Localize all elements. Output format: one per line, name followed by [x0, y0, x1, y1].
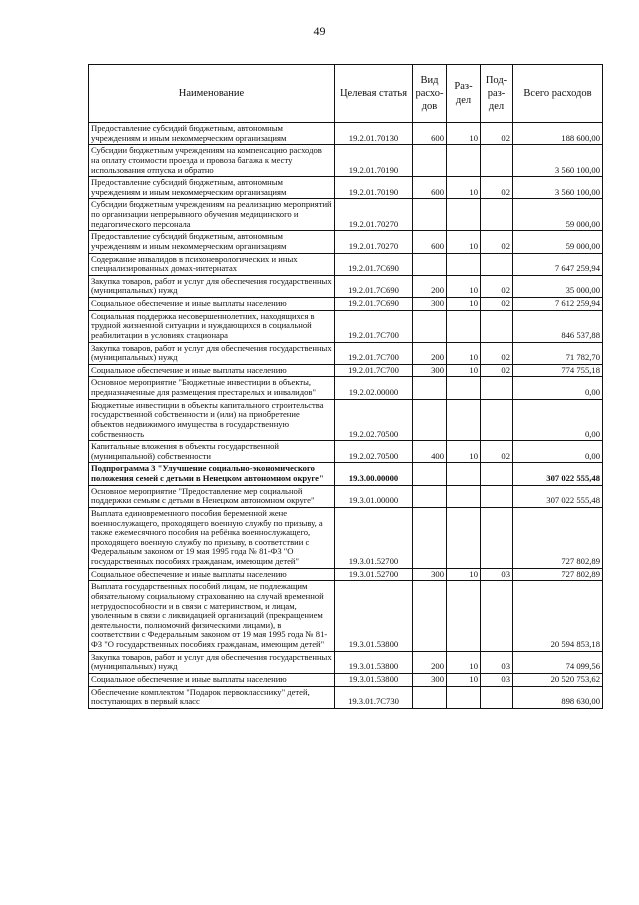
cell-code: 19.3.01.53800 [335, 673, 413, 686]
header-name: Наименование [89, 65, 335, 123]
cell-section [447, 507, 481, 568]
cell-kind: 600 [413, 177, 447, 199]
cell-kind [413, 686, 447, 708]
table-row [89, 177, 603, 199]
cell-section [447, 686, 481, 708]
table-row [89, 485, 603, 507]
cell-name: Социальное обеспечение и иные выплаты населению [89, 673, 335, 686]
table-row [89, 199, 603, 231]
cell-code: 19.2.01.70130 [335, 123, 413, 145]
header-section: Раз-дел [447, 65, 481, 123]
cell-name: Предоставление субсидий бюджетным, автономным учреждениям и иным некоммерческим организациям [89, 177, 335, 199]
cell-subsection: 02 [481, 298, 513, 311]
cell-subsection: 02 [481, 364, 513, 377]
cell-name: Предоставление субсидий бюджетным, автономным учреждениям и иным некоммерческим организациям [89, 231, 335, 253]
cell-section [447, 463, 481, 485]
cell-code: 19.2.01.7С700 [335, 342, 413, 364]
table-row [89, 231, 603, 253]
table-row [89, 377, 603, 399]
cell-section: 10 [447, 364, 481, 377]
cell-section: 10 [447, 673, 481, 686]
cell-total: 7 612 259,94 [513, 298, 603, 311]
header-row [89, 65, 603, 123]
cell-name: Основное мероприятие "Предоставление мер социальной поддержки семьям с детьми в Ненецком автономном округе" [89, 485, 335, 507]
cell-kind: 400 [413, 441, 447, 463]
cell-total: 0,00 [513, 399, 603, 441]
cell-code: 19.2.01.70190 [335, 145, 413, 177]
cell-total: 774 755,18 [513, 364, 603, 377]
table-row [89, 399, 603, 441]
header-code: Целевая статья [335, 65, 413, 123]
cell-total: 71 782,70 [513, 342, 603, 364]
cell-kind: 200 [413, 651, 447, 673]
cell-section: 10 [447, 177, 481, 199]
cell-code: 19.2.01.7С700 [335, 310, 413, 342]
cell-subsection [481, 463, 513, 485]
table-row [89, 253, 603, 275]
cell-total: 727 802,89 [513, 507, 603, 568]
cell-subsection [481, 581, 513, 651]
cell-name: Содержание инвалидов в психоневрологических и иных специализированных домах-интернатах [89, 253, 335, 275]
cell-kind: 300 [413, 364, 447, 377]
cell-kind [413, 253, 447, 275]
cell-subsection: 02 [481, 441, 513, 463]
cell-total: 3 560 100,00 [513, 145, 603, 177]
table-row [89, 441, 603, 463]
cell-subsection: 02 [481, 177, 513, 199]
cell-name: Выплата единовременного пособия беременной жене военнослужащего, проходящего военную службу по призыву, а также ежемесячного пособия на ребёнка военнослужащего, проходящего военную службу по призыву, в соответствии с Федеральным законом от 19 мая 1995 года № 81-ФЗ "О государственных пособиях гражданам, имеющим детей" [89, 507, 335, 568]
cell-code: 19.3.01.52700 [335, 568, 413, 581]
cell-kind: 200 [413, 342, 447, 364]
cell-name: Социальное обеспечение и иные выплаты населению [89, 568, 335, 581]
cell-subsection: 03 [481, 651, 513, 673]
cell-section [447, 253, 481, 275]
cell-section: 10 [447, 231, 481, 253]
cell-total: 20 594 853,18 [513, 581, 603, 651]
cell-section [447, 581, 481, 651]
cell-name: Бюджетные инвестиции в объекты капитального строительства государственной собственности и (или) на приобретение объектов недвижимого имущества в государственную собственность [89, 399, 335, 441]
cell-section [447, 199, 481, 231]
cell-kind [413, 463, 447, 485]
header-kind: Вид расхо-дов [413, 65, 447, 123]
cell-section [447, 485, 481, 507]
cell-code: 19.2.02.70500 [335, 441, 413, 463]
table-row [89, 651, 603, 673]
cell-total: 20 520 753,62 [513, 673, 603, 686]
cell-code: 19.3.01.7С730 [335, 686, 413, 708]
table-row [89, 342, 603, 364]
cell-kind: 300 [413, 673, 447, 686]
header-total: Всего расходов [513, 65, 603, 123]
cell-name: Социальное обеспечение и иные выплаты населению [89, 298, 335, 311]
cell-total: 59 000,00 [513, 199, 603, 231]
cell-total: 188 600,00 [513, 123, 603, 145]
cell-section: 10 [447, 298, 481, 311]
cell-name: Подпрограмма 3 "Улучшение социально-экономического положения семей с детьми в Ненецком автономном округе" [89, 463, 335, 485]
table-row [89, 145, 603, 177]
cell-kind [413, 485, 447, 507]
cell-kind [413, 581, 447, 651]
cell-subsection [481, 310, 513, 342]
cell-name: Субсидии бюджетным учреждениям на реализацию мероприятий по организации непрерывного обучения медицинского и педагогического персонала [89, 199, 335, 231]
cell-total: 59 000,00 [513, 231, 603, 253]
cell-code: 19.2.01.70270 [335, 231, 413, 253]
cell-kind [413, 507, 447, 568]
cell-code: 19.3.01.00000 [335, 485, 413, 507]
cell-code: 19.2.01.70190 [335, 177, 413, 199]
cell-code: 19.3.01.53800 [335, 581, 413, 651]
cell-total: 727 802,89 [513, 568, 603, 581]
cell-name: Закупка товаров, работ и услуг для обеспечения государственных (муниципальных) нужд [89, 275, 335, 297]
cell-kind [413, 399, 447, 441]
table-row [89, 275, 603, 297]
cell-total: 0,00 [513, 441, 603, 463]
cell-section: 10 [447, 568, 481, 581]
cell-name: Социальное обеспечение и иные выплаты населению [89, 364, 335, 377]
cell-name: Социальная поддержка несовершеннолетних, находящихся в трудной жизненной ситуации и нуждающихся в социальной реабилитации в условиях стационара [89, 310, 335, 342]
cell-subsection [481, 253, 513, 275]
cell-section: 10 [447, 275, 481, 297]
table-row [89, 298, 603, 311]
cell-kind: 600 [413, 231, 447, 253]
cell-subsection: 02 [481, 231, 513, 253]
table-row [89, 123, 603, 145]
cell-name: Основное мероприятие "Бюджетные инвестиции в объекты, предназначенные для размещения престарелых и инвалидов" [89, 377, 335, 399]
cell-subsection [481, 485, 513, 507]
cell-subsection [481, 507, 513, 568]
cell-section [447, 377, 481, 399]
table-row [89, 310, 603, 342]
cell-code: 19.3.01.53800 [335, 651, 413, 673]
cell-subsection: 02 [481, 123, 513, 145]
cell-subsection [481, 199, 513, 231]
cell-code: 19.2.01.7С690 [335, 253, 413, 275]
table-row [89, 673, 603, 686]
cell-code: 19.2.02.00000 [335, 377, 413, 399]
cell-kind: 300 [413, 298, 447, 311]
header-subsection: Под-раз-дел [481, 65, 513, 123]
cell-kind [413, 377, 447, 399]
cell-code: 19.3.01.52700 [335, 507, 413, 568]
table-row [89, 581, 603, 651]
cell-subsection [481, 377, 513, 399]
cell-section: 10 [447, 342, 481, 364]
cell-code: 19.2.01.70270 [335, 199, 413, 231]
page-number: 49 [313, 24, 326, 38]
cell-subsection: 02 [481, 275, 513, 297]
cell-kind: 300 [413, 568, 447, 581]
cell-section [447, 399, 481, 441]
cell-section [447, 310, 481, 342]
cell-total: 846 537,88 [513, 310, 603, 342]
table-row [89, 507, 603, 568]
cell-total: 35 000,00 [513, 275, 603, 297]
table-row [89, 364, 603, 377]
cell-total: 307 022 555,48 [513, 463, 603, 485]
cell-name: Обеспечение комплектом "Подарок первокласснику" детей, поступающих в первый класс [89, 686, 335, 708]
cell-code: 19.2.01.7С690 [335, 298, 413, 311]
cell-name: Закупка товаров, работ и услуг для обеспечения государственных (муниципальных) нужд [89, 651, 335, 673]
table-row [89, 463, 603, 485]
budget-table [88, 64, 603, 709]
cell-total: 7 647 259,94 [513, 253, 603, 275]
cell-code: 19.2.01.7С700 [335, 364, 413, 377]
cell-subsection [481, 145, 513, 177]
cell-subsection: 03 [481, 568, 513, 581]
cell-total: 307 022 555,48 [513, 485, 603, 507]
cell-code: 19.3.00.00000 [335, 463, 413, 485]
cell-name: Выплата государственных пособий лицам, не подлежащим обязательному социальному страхованию на случай временной нетрудоспособности и в связи с материнством, и лицам, уволенным в связи с ликвидацией организаций (прекращением деятельности, полномочий физическими лицами), в соответствии с Федеральным законом от 19 мая 1995 года № 81-ФЗ "О государственных пособиях гражданам, имеющим детей" [89, 581, 335, 651]
cell-total: 74 099,56 [513, 651, 603, 673]
table-row [89, 568, 603, 581]
cell-kind [413, 145, 447, 177]
cell-kind: 600 [413, 123, 447, 145]
table-row [89, 686, 603, 708]
cell-section: 10 [447, 123, 481, 145]
cell-subsection: 03 [481, 673, 513, 686]
cell-subsection: 02 [481, 342, 513, 364]
cell-subsection [481, 399, 513, 441]
cell-code: 19.2.01.7С690 [335, 275, 413, 297]
cell-code: 19.2.02.70500 [335, 399, 413, 441]
cell-section: 10 [447, 441, 481, 463]
cell-name: Предоставление субсидий бюджетным, автономным учреждениям и иным некоммерческим организациям [89, 123, 335, 145]
cell-total: 3 560 100,00 [513, 177, 603, 199]
cell-section: 10 [447, 651, 481, 673]
cell-total: 898 630,00 [513, 686, 603, 708]
cell-kind [413, 310, 447, 342]
cell-subsection [481, 686, 513, 708]
cell-section [447, 145, 481, 177]
cell-name: Капитальные вложения в объекты государственной (муниципальной) собственности [89, 441, 335, 463]
cell-kind: 200 [413, 275, 447, 297]
cell-name: Субсидии бюджетным учреждениям на компенсацию расходов на оплату стоимости проезда и провоза багажа к месту использования отпуска и обратно [89, 145, 335, 177]
cell-kind [413, 199, 447, 231]
cell-name: Закупка товаров, работ и услуг для обеспечения государственных (муниципальных) нужд [89, 342, 335, 364]
cell-total: 0,00 [513, 377, 603, 399]
